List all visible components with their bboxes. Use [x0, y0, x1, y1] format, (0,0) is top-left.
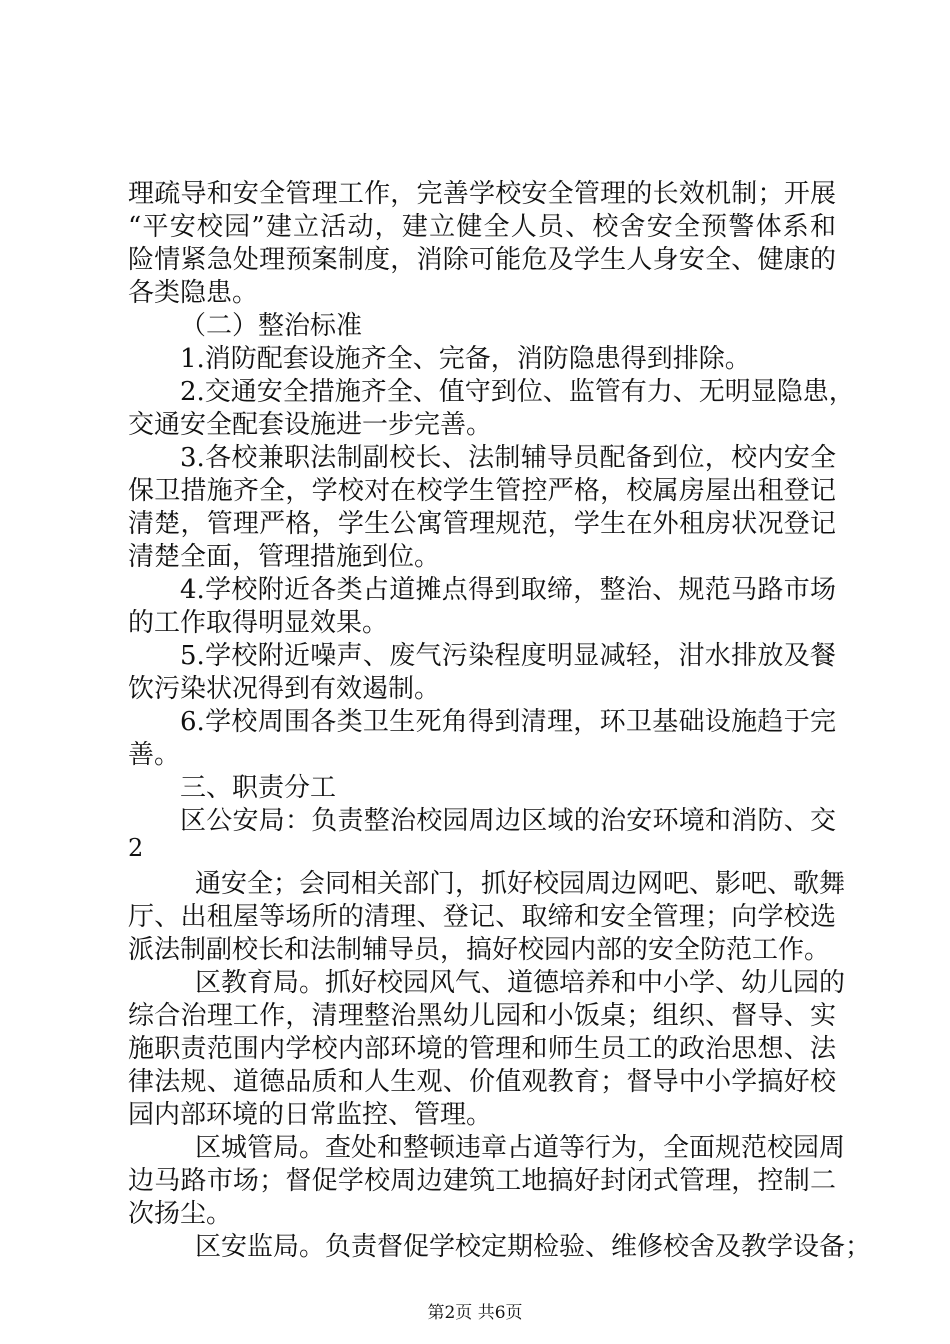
text-line: 理疏导和安全管理工作，完善学校安全管理的长效机制；开展: [128, 179, 836, 209]
text-line: 通安全；会同相关部门，抓好校园周边网吧、影吧、歌舞: [195, 869, 846, 899]
text-line: 区公安局：负责整治校园周边区域的治安环境和消防、交: [180, 806, 836, 836]
list-item: 1.消防配套设施齐全、完备，消防隐患得到排除。: [180, 344, 751, 374]
text-line: 清楚，管理严格，学生公寓管理规范，学生在外租房状况登记: [128, 509, 836, 539]
list-item: 3.各校兼职法制副校长、法制辅导员配备到位，校内安全: [180, 443, 836, 473]
text-line: 施职责范围内学校内部环境的管理和师生员工的政治思想、法: [128, 1034, 836, 1064]
text-line: 次扬尘。: [128, 1199, 233, 1229]
text-line: 险情紧急处理预案制度，消除可能危及学生人身安全、健康的: [128, 245, 836, 275]
section-heading: 三、职责分工: [180, 773, 337, 803]
text-line: 派法制副校长和法制辅导员，搞好校园内部的安全防范工作。: [128, 935, 831, 965]
text-line: 清楚全面，管理措施到位。: [128, 542, 441, 572]
list-item: 6.学校周围各类卫生死角得到清理，环卫基础设施趋于完: [180, 707, 836, 737]
text-line: 善。: [128, 740, 181, 770]
page-footer: 第2页 共6页: [427, 1303, 523, 1323]
text-line: 饮污染状况得到有效遏制。: [128, 674, 441, 704]
text-line: “平安校园”建立活动，建立健全人员、校舍安全预警体系和: [128, 212, 836, 242]
text-line: 保卫措施齐全，学校对在校学生管控严格，校属房屋出租登记: [128, 476, 836, 506]
section-heading: （二）整治标准: [180, 311, 363, 341]
text-line: 的工作取得明显效果。: [128, 608, 389, 638]
text-line: 交通安全配套设施进一步完善。: [128, 410, 493, 440]
text-line: 综合治理工作，清理整治黑幼儿园和小饭桌；组织、督导、实: [128, 1001, 836, 1031]
text-line: 律法规、道德品质和人生观、价值观教育；督导中小学搞好校: [128, 1067, 836, 1097]
text-line: 各类隐患。: [128, 278, 259, 308]
text-line: 区城管局。查处和整顿违章占道等行为，全面规范校园周: [195, 1133, 846, 1163]
text-line: 边马路市场；督促学校周边建筑工地搞好封闭式管理，控制二: [128, 1166, 836, 1196]
list-item: 5.学校附近噪声、废气污染程度明显减轻，泔水排放及餐: [180, 641, 836, 671]
page-number: 2: [128, 834, 144, 862]
text-line: 厅、出租屋等场所的清理、登记、取缔和安全管理；向学校选: [128, 902, 836, 932]
list-item: 4.学校附近各类占道摊点得到取缔，整治、规范马路市场: [180, 575, 836, 605]
text-line: 园内部环境的日常监控、管理。: [128, 1100, 493, 1130]
text-line: 区教育局。抓好校园风气、道德培养和中小学、幼儿园的: [195, 968, 846, 998]
text-line: 区安监局。负责督促学校定期检验、维修校舍及教学设备；: [195, 1232, 872, 1262]
list-item: 2.交通安全措施齐全、值守到位、监管有力、无明显隐患，: [180, 377, 855, 407]
